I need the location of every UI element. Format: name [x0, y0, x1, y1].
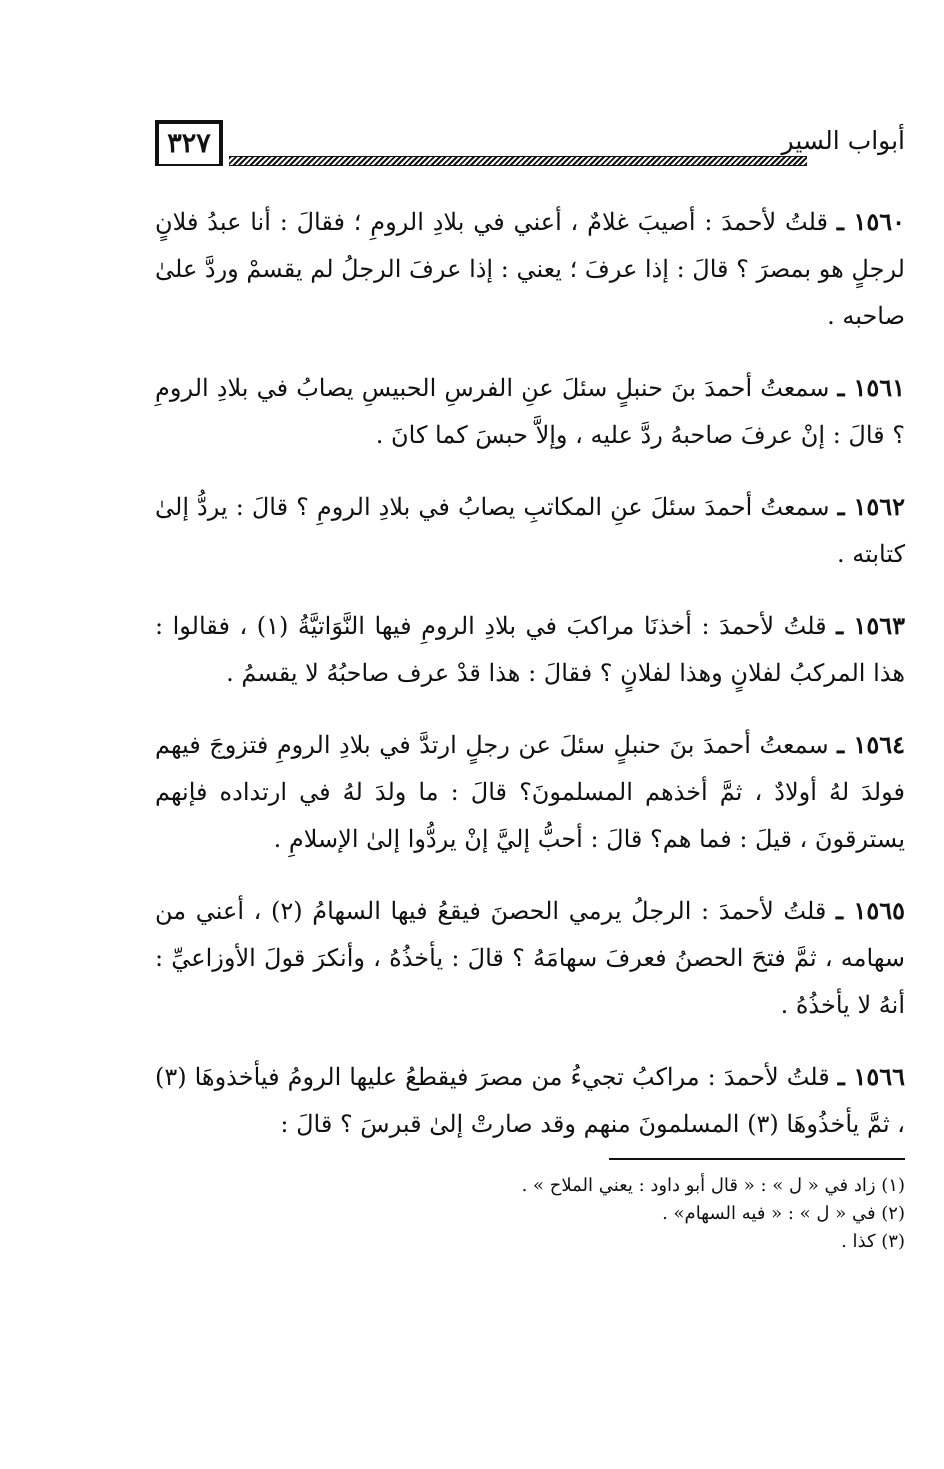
- entry-text: قلتُ لأحمدَ : مراكبُ تجيءُ من مصرَ فيقطعُ عليها الرومُ فيأخذوهَا (٣) ، ثمَّ يأخذُوهَا (٣) المسلمونَ منهم وقد صارتْ إلىٰ قبرسَ ؟ قالَ :: [155, 1063, 905, 1138]
- entry-number: ١٥٦٣ ـ: [836, 611, 906, 640]
- entry-text: قلتُ لأحمدَ : الرجلُ يرمي الحصنَ فيقعُ فيها السهامُ (٢) ، أعني من سهامه ، ثمَّ فتحَ الحصنُ فعرفَ سهامَهُ ؟ قالَ : يأخذُهُ ، وأنكرَ قولَ الأوزاعيِّ : أنهُ لا يأخذُهُ .: [155, 897, 905, 1019]
- entry-1565: [155, 887, 905, 1029]
- entry-1566: [155, 1053, 905, 1148]
- book-page: [155, 112, 905, 1372]
- entry-number: ١٥٦٢ ـ: [837, 492, 905, 521]
- footnote-rule: [609, 1158, 905, 1160]
- entry-1563: [155, 602, 905, 697]
- entry-number: ١٥٦٤ ـ: [837, 730, 905, 759]
- entry-number: ١٥٦٥ ـ: [836, 896, 905, 925]
- entry-text: سمعتُ أحمدَ بنَ حنبلٍ سئلَ عنِ الفرسِ الحبيسِ يصابُ في بلادِ الرومِ ؟ قالَ : إنْ عرفَ صاحبهُ ردَّ عليه ، وإلاَّ حبسَ كما كانَ .: [155, 374, 905, 449]
- entry-number: ١٥٦٦ ـ: [837, 1062, 905, 1091]
- footnotes: [155, 1172, 905, 1256]
- running-title: أبواب السير: [781, 126, 905, 155]
- entry-1560: [155, 198, 905, 340]
- entry-1562: [155, 483, 905, 578]
- entry-number: ١٥٦١ ـ: [837, 373, 905, 402]
- footnote-2: (٢) في « ل » : « فيه السهام» .: [662, 1203, 905, 1224]
- page-number: ٣٢٧: [155, 120, 223, 166]
- entry-number: ١٥٦٠ ـ: [836, 207, 905, 236]
- footnote-3: (٣) كذا .: [841, 1231, 905, 1252]
- entry-text: سمعتُ أحمدَ سئلَ عنِ المكاتبِ يصابُ في بلادِ الرومِ ؟ قالَ : يردُّ إلىٰ كتابته .: [155, 493, 905, 568]
- entries-list: [155, 198, 905, 1148]
- entry-text: سمعتُ أحمدَ بنَ حنبلٍ سئلَ عن رجلٍ ارتدَّ في بلادِ الرومِ فتزوجَ فيهم فولدَ لهُ أولادٌ ، ثمَّ أخذهم المسلمونَ؟ قالَ : ما ولدَ لهُ في ارتداده فإنهم يسترقونَ ، قيلَ : فما هم؟ قالَ : أحبُّ إليَّ إنْ يردُّوا إلىٰ الإسلامِ .: [155, 731, 905, 853]
- header-rule: [229, 156, 807, 166]
- entry-1564: [155, 721, 905, 863]
- entry-text: قلتُ لأحمدَ : أصيبَ غلامٌ ، أعني في بلادِ الرومِ ؛ فقالَ : أنا عبدُ فلانٍ لرجلٍ هو بمصرَ ؟ قالَ : إذا عرفَ ؛ يعني : إذا عرفَ الرجلُ لم يقسمْ وردَّ علىٰ صاحبه .: [155, 208, 905, 330]
- page-header: [155, 112, 905, 174]
- entry-text: قلتُ لأحمدَ : أخذنَا مراكبَ في بلادِ الرومِ فيها النَّوَاتيَّةُ (١) ، فقالوا : هذا المركبُ لفلانٍ وهذا لفلانٍ ؟ فقالَ : هذا قدْ عرف صاحبُهُ لا يقسمُ .: [155, 612, 905, 687]
- entry-1561: [155, 364, 905, 459]
- footnote-1: (١) زاد في « ل » : « قال أبو داود : يعني الملاح » .: [521, 1175, 905, 1196]
